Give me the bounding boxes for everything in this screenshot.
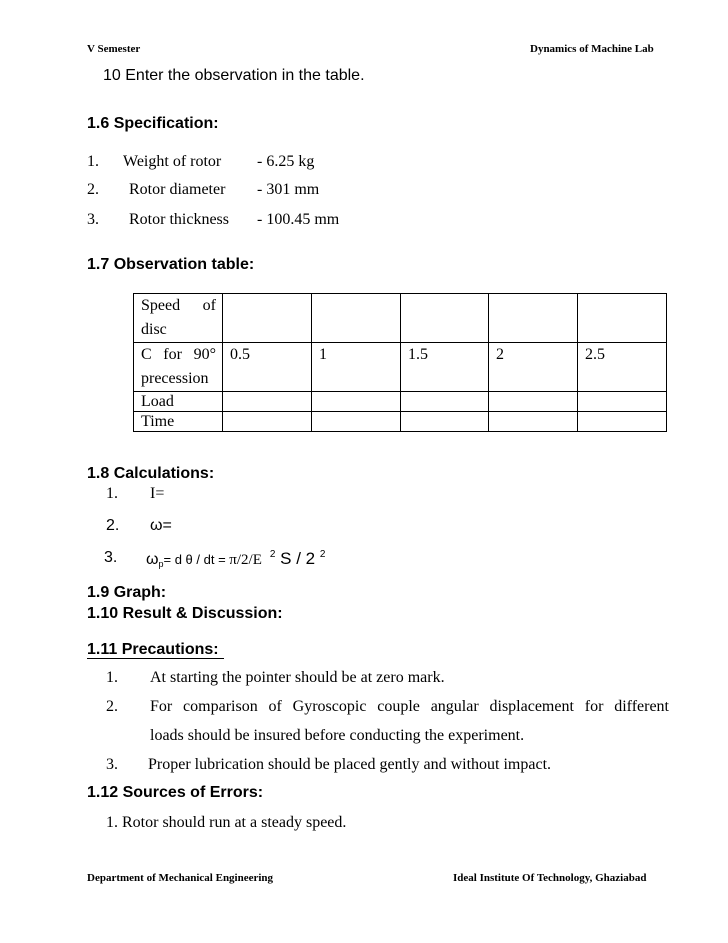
precaution-1: At starting the pointer should be at zero mark. (150, 669, 445, 686)
footer-right: Ideal Institute Of Technology, Ghaziabad (453, 872, 647, 884)
formula-part: = d θ / dt = (163, 552, 230, 567)
word: different (614, 698, 669, 715)
table-cell (134, 343, 223, 392)
table-cell (401, 412, 489, 432)
table-cell: Load (134, 392, 223, 412)
table-row (134, 294, 667, 343)
table-cell (578, 412, 667, 432)
word: couple (377, 698, 420, 715)
formula-part: π/2/E (229, 552, 262, 568)
table-cell (223, 412, 312, 432)
table-cell (489, 392, 578, 412)
calc-num-2: 2. (106, 517, 120, 534)
calc-item-3 (146, 549, 325, 569)
result-heading: 1.10 Result & Discussion: (87, 605, 283, 622)
table-cell (134, 294, 223, 343)
spec-label-2: Rotor diameter (129, 181, 226, 198)
calc-num-1: 1. (106, 485, 118, 502)
formula-part: S / 2 (275, 549, 320, 568)
table-cell (401, 294, 489, 343)
table-cell (489, 294, 578, 343)
table-row (134, 412, 667, 432)
table-cell: Time (134, 412, 223, 432)
header-left: V Semester (87, 43, 141, 55)
graph-heading: 1.9 Graph: (87, 584, 167, 601)
step-10: 10 Enter the observation in the table. (103, 67, 365, 84)
spec-value-2: - 301 mm (257, 181, 320, 198)
precaution-2-line2: loads should be insured before conducting the experiment. (150, 727, 525, 744)
table-cell (223, 294, 312, 343)
word: for (584, 698, 604, 715)
error-item-1: 1. Rotor should run at a steady speed. (106, 814, 347, 831)
errors-heading: 1.12 Sources of Errors: (87, 784, 264, 801)
precautions-heading (87, 641, 224, 659)
cell-text: disc (141, 321, 167, 338)
cell-text: C (141, 346, 152, 363)
superscript: 2 (319, 549, 326, 560)
precaution-2-line1 (150, 698, 669, 716)
calc-heading: 1.8 Calculations: (87, 465, 215, 482)
spec-label-1: Weight of rotor (123, 153, 222, 170)
spec-value-3: - 100.45 mm (257, 211, 340, 228)
spec-heading: 1.6 Specification: (87, 115, 219, 132)
table-cell (312, 392, 401, 412)
precaution-num-2: 2. (106, 698, 118, 715)
word: For (150, 698, 173, 715)
table-cell (489, 412, 578, 432)
table-row (134, 392, 667, 412)
table-cell: 2.5 (578, 343, 667, 392)
calc-item-2: ω= (150, 517, 172, 534)
precautions-heading-text: 1.11 Precautions: (87, 641, 224, 659)
observation-table (133, 293, 667, 432)
table-cell: 1 (312, 343, 401, 392)
footer-left: Department of Mechanical Engineering (87, 872, 274, 884)
cell-text: 90° (193, 346, 216, 363)
superscript: 2 (269, 549, 276, 560)
word: comparison (183, 698, 258, 715)
cell-text: Speed (141, 297, 181, 314)
table-cell (223, 392, 312, 412)
observation-heading: 1.7 Observation table: (87, 256, 255, 273)
cell-text: precession (141, 370, 209, 387)
spec-num-3: 3. (87, 211, 99, 228)
cell-text: of (202, 297, 216, 314)
table-cell (578, 392, 667, 412)
calc-item-1: I= (150, 485, 165, 502)
table-cell: 0.5 (223, 343, 312, 392)
table-row (134, 343, 667, 392)
table-cell (401, 392, 489, 412)
word: angular (430, 698, 479, 715)
word: displacement (489, 698, 574, 715)
spec-num-2: 2. (87, 181, 99, 198)
cell-text: for (163, 346, 182, 363)
omega-symbol: ω (146, 551, 159, 568)
spec-value-1: - 6.25 kg (257, 153, 315, 170)
precaution-3: Proper lubrication should be placed gently and without impact. (148, 756, 552, 773)
table-cell (312, 412, 401, 432)
table-cell (312, 294, 401, 343)
table-cell: 2 (489, 343, 578, 392)
spec-label-3: Rotor thickness (129, 211, 229, 228)
spec-num-1: 1. (87, 153, 99, 170)
precaution-num-3: 3. (106, 756, 118, 773)
word: of (268, 698, 282, 715)
subscript-p: p (158, 559, 164, 569)
table-cell (578, 294, 667, 343)
word: Gyroscopic (292, 698, 367, 715)
calc-num-3: 3. (104, 549, 118, 566)
precaution-num-1: 1. (106, 669, 118, 686)
table-cell: 1.5 (401, 343, 489, 392)
header-right: Dynamics of Machine Lab (530, 43, 654, 55)
